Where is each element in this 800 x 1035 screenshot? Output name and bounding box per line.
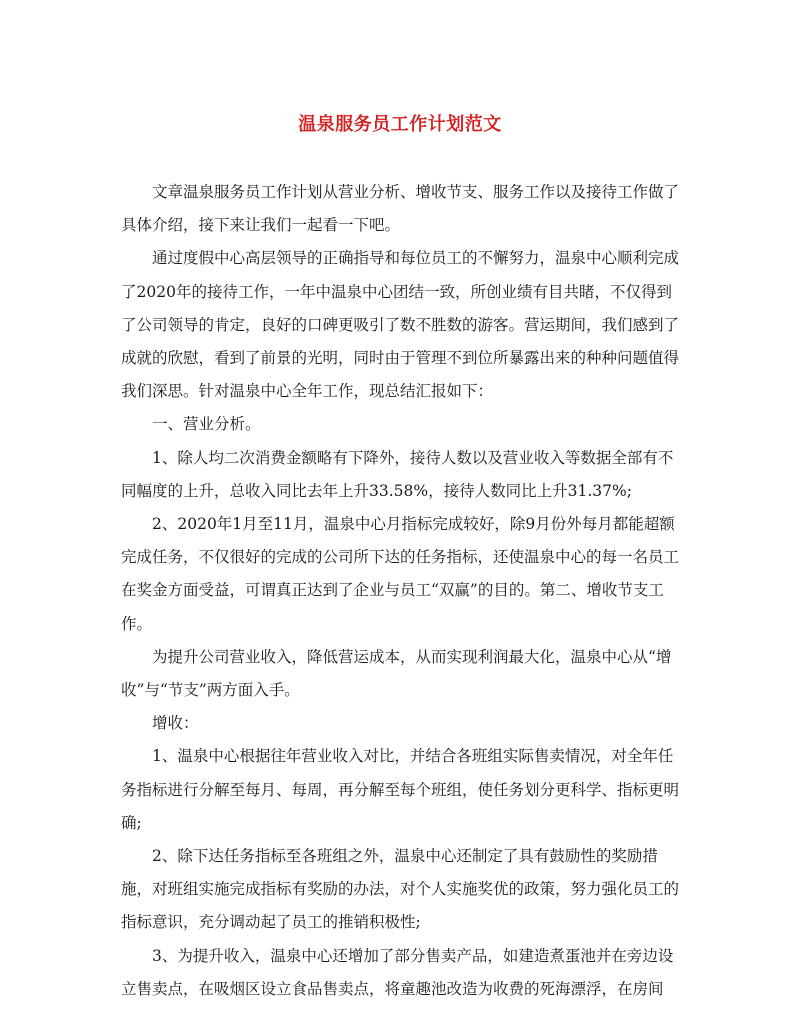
document-title: 温泉服务员工作计划范文: [298, 114, 502, 135]
paragraph-item-2: 2、2020年1月至11月，温泉中心月指标完成较好，除9月份外每月都能超额完成任务，不仅很好的完成的公司所下达的任务指标，还使温泉中心的每一名员工在奖金方面受益，可谓真正达到了企业与员工“双赢”的目的。第二、增收节支工作。: [121, 515, 680, 633]
section-heading-business-analysis: 一、营业分析。: [152, 415, 261, 434]
paragraph-revenue-item-2: 2、除下达任务指标至各班组之外，温泉中心还制定了具有鼓励性的奖励措施，对班组实施完成指标有奖励的办法，对个人实施奖优的政策，努力强化员工的指标意识，充分调动起了员工的推销积极性;: [121, 847, 680, 932]
document-body: [121, 176, 681, 1006]
paragraph-revenue-item-1: 1、温泉中心根据往年营业收入对比，并结合各班组实际售卖情况，对全年任务指标进行分解至每月、每周，再分解至每个班组，使任务划分更科学、指标更明确;: [121, 747, 680, 832]
paragraph-intro: 文章温泉服务员工作计划从营业分析、增收节支、服务工作以及接待工作做了具体介绍，接下来让我们一起看一下吧。: [121, 183, 680, 235]
paragraph-revenue-item-3: 3、为提升收入，温泉中心还增加了部分售卖产品，如建造煮蛋池并在旁边设立售卖点，在吸烟区设立食品售卖点，将童趣池改造为收费的死海漂浮，在房间: [121, 946, 674, 998]
paragraph-revenue-goal: 为提升公司营业收入，降低营运成本，从而实现利润最大化，温泉中心从“增收”与“节支”两方面入手。: [121, 647, 672, 700]
paragraph-item-1: 1、除人均二次消费金额略有下降外，接待人数以及营业收入等数据全部有不同幅度的上升，总收入同比去年上升33.58%，接待人数同比上升31.37%;: [121, 448, 674, 500]
subheading-increase-revenue: 增收：: [152, 714, 199, 733]
paragraph-summary: 通过度假中心高层领导的正确指导和每位员工的不懈努力，温泉中心顺利完成了2020年的接待工作，一年中温泉中心团结一致，所创业绩有目共睹，不仅得到了公司领导的肯定，良好的口碑更吸引了数不胜数的游客。营运期间，我们感到了成就的欣慰，看到了前景的光明，同时由于管理不到位所暴露出来的种种问题值得我们深思。针对温泉中心全年工作，现总结汇报如下：: [121, 249, 680, 401]
